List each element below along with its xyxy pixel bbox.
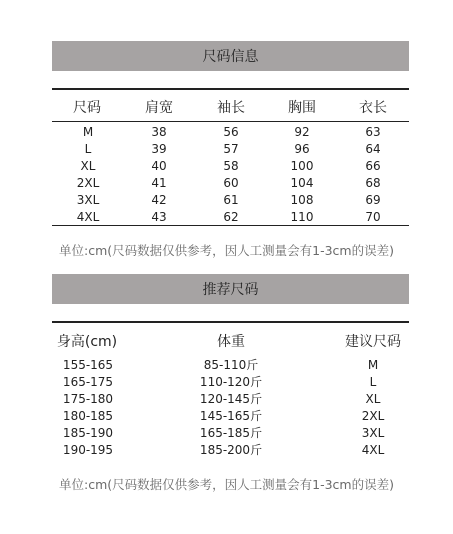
size-table-bottom-rule (52, 225, 409, 226)
cell-chest: 104 (290, 176, 314, 190)
size-info-banner (52, 41, 409, 71)
header-shoulder: 肩宽 (145, 100, 173, 116)
cell-weight: 185-200斤 (199, 443, 263, 457)
header-sleeve: 袖长 (217, 100, 245, 116)
cell-shoulder: 39 (151, 142, 167, 156)
cell-size: M (82, 125, 94, 139)
cell-suggested-size: XL (365, 392, 381, 406)
cell-weight: 110-120斤 (199, 375, 263, 389)
header-size: 尺码 (73, 100, 101, 116)
cell-weight: 165-185斤 (199, 426, 263, 440)
cell-height: 175-180 (62, 392, 114, 406)
cell-sleeve: 62 (223, 210, 239, 224)
cell-sleeve: 61 (223, 193, 239, 207)
header-chest: 胸围 (288, 100, 316, 116)
cell-sleeve: 57 (223, 142, 239, 156)
cell-size: 3XL (76, 193, 100, 207)
cell-length: 69 (365, 193, 381, 207)
cell-suggested-size: 2XL (361, 409, 385, 423)
header-weight: 体重 (217, 334, 245, 350)
cell-chest: 110 (290, 210, 314, 224)
cell-chest: 96 (294, 142, 310, 156)
cell-chest: 100 (290, 159, 314, 173)
cell-suggested-size: L (369, 375, 377, 389)
header-suggested-size: 建议尺码 (345, 334, 401, 350)
cell-height: 185-190 (62, 426, 114, 440)
cell-size: 2XL (76, 176, 100, 190)
size-table-header-rule (52, 121, 409, 122)
cell-shoulder: 41 (151, 176, 167, 190)
cell-height: 165-175 (62, 375, 114, 389)
cell-size: 4XL (76, 210, 100, 224)
cell-sleeve: 58 (223, 159, 239, 173)
cell-weight: 85-110斤 (203, 358, 259, 372)
cell-shoulder: 38 (151, 125, 167, 139)
recommend-title: 推荐尺码 (202, 282, 259, 298)
cell-size: XL (80, 159, 96, 173)
cell-length: 66 (365, 159, 381, 173)
cell-sleeve: 60 (223, 176, 239, 190)
size-info-title: 尺码信息 (202, 49, 259, 65)
cell-shoulder: 42 (151, 193, 167, 207)
cell-suggested-size: 3XL (361, 426, 385, 440)
cell-height: 155-165 (62, 358, 114, 372)
recommend-banner (52, 274, 409, 304)
cell-length: 70 (365, 210, 381, 224)
cell-shoulder: 43 (151, 210, 167, 224)
cell-suggested-size: M (367, 358, 379, 372)
cell-shoulder: 40 (151, 159, 167, 173)
cell-suggested-size: 4XL (361, 443, 385, 457)
header-length: 衣长 (359, 100, 387, 116)
cell-weight: 120-145斤 (199, 392, 263, 406)
cell-height: 190-195 (62, 443, 114, 457)
cell-chest: 92 (294, 125, 310, 139)
recommend-note: 单位:cm(尺码数据仅供参考，因人工测量会有1-3cm的误差) (59, 477, 394, 492)
recommend-table-top-rule (52, 321, 409, 323)
cell-length: 63 (365, 125, 381, 139)
cell-chest: 108 (290, 193, 314, 207)
cell-size: L (84, 142, 92, 156)
size-info-note: 单位:cm(尺码数据仅供参考，因人工测量会有1-3cm的误差) (59, 243, 394, 258)
header-height: 身高(cm) (56, 334, 118, 350)
size-table-top-rule (52, 88, 409, 90)
cell-height: 180-185 (62, 409, 114, 423)
cell-length: 68 (365, 176, 381, 190)
cell-length: 64 (365, 142, 381, 156)
cell-weight: 145-165斤 (199, 409, 263, 423)
cell-sleeve: 56 (223, 125, 239, 139)
